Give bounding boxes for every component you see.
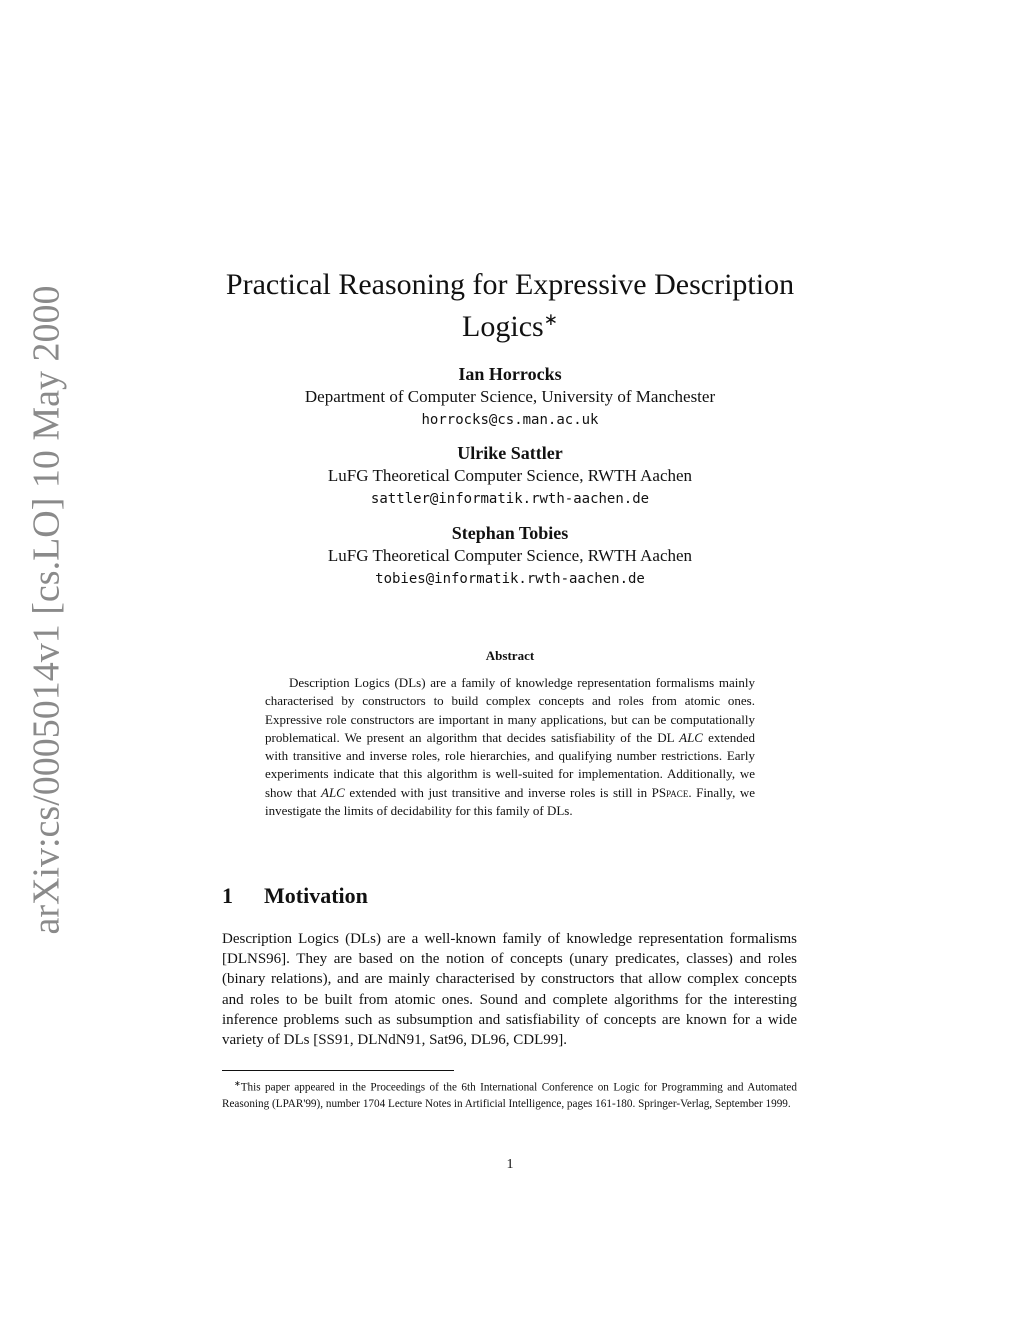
footnote-mark: ∗	[234, 1079, 241, 1088]
footnote-divider	[222, 1070, 454, 1071]
section-title: Motivation	[264, 883, 368, 908]
author-name: Stephan Tobies	[451, 523, 569, 543]
author-email[interactable]: tobies@informatik.rwth-aachen.de	[375, 571, 645, 587]
page-number: 1	[506, 1157, 514, 1172]
section-heading	[222, 883, 822, 909]
author-affiliation: LuFG Theoretical Computer Science, RWTH Aachen	[327, 546, 693, 565]
paper-title	[200, 264, 820, 348]
arxiv-identifier-text: arXiv:cs/0005014v1 [cs.LO] 10 May 2000	[26, 285, 68, 935]
pspace-complexity-class: PSpace	[651, 784, 689, 800]
footnote-text: This paper appeared in the Proceedings of the 6th International Conference on Logic for Programming and Automated Reasoning (LPAR'99), number 1704 Lecture Notes in Artificial Intelligence, pages 161-180. Springer-Verlag, September 1999.	[222, 1081, 797, 1110]
abstract-part-4: . Finally, we investigate the limits of decidability for this family of DLs.	[265, 784, 756, 819]
author-block-2	[150, 441, 870, 511]
abstract-text	[265, 674, 755, 820]
section-number: 1	[222, 883, 233, 908]
arxiv-identifier-stamp	[12, 285, 82, 935]
alc-logic-name: ALC	[321, 784, 345, 800]
abstract-part-1: Description Logics (DLs) are a family of knowledge representation formalisms mainly characterised by constructors to build complex concepts and roles from atomic ones. Expressive role constructors are important in many applications, but can be computationally problematical. We present an algorithm that decides satisfiability of the DL	[265, 675, 755, 745]
author-name: Ian Horrocks	[458, 364, 562, 384]
abstract-heading: Abstract	[485, 648, 535, 663]
abstract-part-2: extended with transitive and inverse roles, role hierarchies, and qualifying number restrictions. Early experiments indicate that this algorithm is well-suited for implementation. Additionally, we show that	[265, 729, 755, 800]
section-paragraph: Description Logics (DLs) are a well-known family of knowledge representation formalisms [DLNS96]. They are based on the notion of concepts (unary predicates, classes) and roles (binary relations), and are mainly characterised by constructors that allow complex concepts and roles to be built from atomic ones. Sound and complete algorithms for the interesting inference problems such as subsumption and satisfiability of concepts are known for a wide variety of DLs [SS91, DLNdN91, Sat96, DL96, CDL99].	[222, 931, 797, 1049]
author-email[interactable]: horrocks@cs.man.ac.uk	[421, 412, 599, 428]
author-name: Ulrike Sattler	[457, 443, 563, 463]
author-block-3	[150, 521, 870, 591]
author-affiliation: Department of Computer Science, University of Manchester	[304, 387, 716, 406]
abstract-part-3: extended with just transitive and inverse roles is still in	[344, 784, 652, 800]
author-affiliation: LuFG Theoretical Computer Science, RWTH Aachen	[327, 466, 693, 485]
footnote	[222, 1076, 797, 1112]
paper-title-text: Practical Reasoning for Expressive Description Logics	[225, 268, 795, 343]
title-footnote-mark: ∗	[543, 310, 558, 329]
author-block-1	[150, 362, 870, 432]
author-email[interactable]: sattler@informatik.rwth-aachen.de	[370, 491, 650, 507]
alc-logic-name: ALC	[679, 729, 703, 745]
